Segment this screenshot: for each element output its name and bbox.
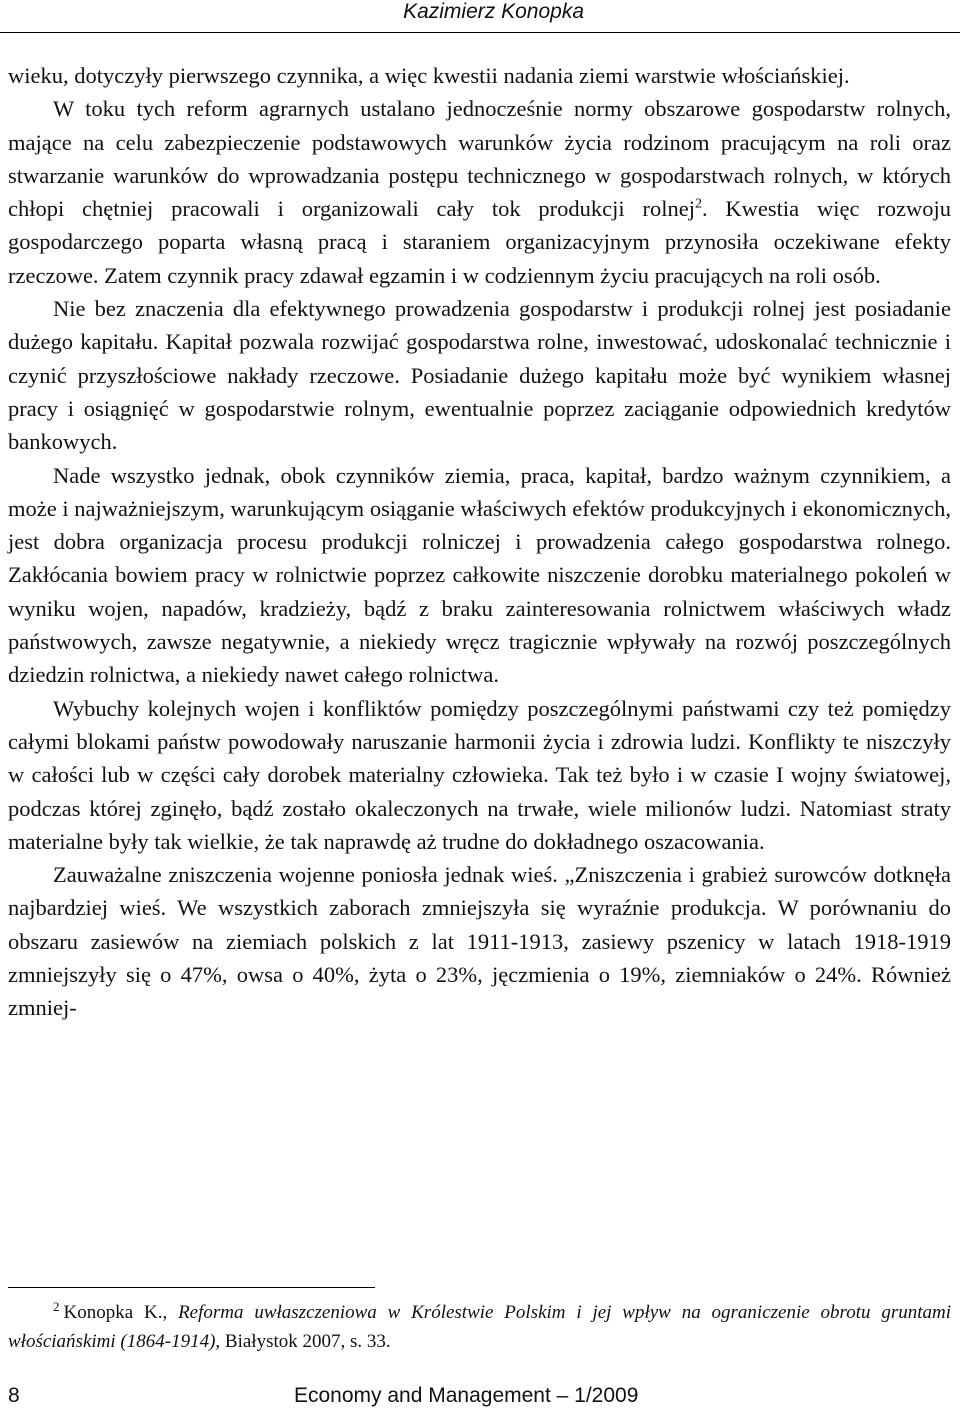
header-author: Kazimierz Konopka <box>403 0 584 23</box>
journal-title: Economy and Management – 1/2009 <box>294 1384 639 1407</box>
page-footer <box>8 1384 951 1414</box>
paragraph: Wybuchy kolejnych wojen i konfliktów pomiędzy poszczególnymi państwami czy też pomiędzy całymi blokami państw powodowały naruszanie harmonii życia i zdrowia ludzi. Konflikty te niszczyły w całości lub w części cały dorobek materialny człowieka. Tak też było i w czasie I wojny światowej, podczas której zginęło, bądź zostało okaleczonych na trwałe, wiele milionów ludzi. Natomiast straty materialne były tak wielkie, że tak naprawdę aż trudne do dokładnego oszacowania. <box>8 695 951 854</box>
body-text <box>8 59 951 1025</box>
paragraph: Zauważalne zniszczenia wojenne poniosła jednak wieś. „Zniszczenia i grabież surowców dotknęła najbardziej wieś. We wszystkich zaborach zmniejszyła się wyraźnie produkcja. W porównaniu do obszaru zasiewów na ziemiach polskich z lat 1911-1913, zasiewy pszenicy w latach 1918-1919 zmniejszyły się o 47%, owsa o 40%, żyta o 23%, jęczmienia o 19%, ziemniaków o 24%. Również zmniej- <box>8 862 951 1021</box>
paragraph: Nie bez znaczenia dla efektywnego prowadzenia gospodarstw i produkcji rolnej jest posiadanie dużego kapitału. Kapitał pozwala rozwijać gospodarstwa rolne, inwestować, udoskonalać technicznie i czynić przyszłościowe nakłady rzeczowe. Posiadanie dużego kapitału może być wynikiem własnej pracy i osiągnięć w gospodarstwie rolnym, ewentualnie poprzez zaciąganie odpowiednich kredytów bankowych. <box>8 296 951 455</box>
footnote-author: Konopka K., <box>63 1302 168 1323</box>
running-header <box>0 0 960 33</box>
footnote-separator <box>8 1287 375 1288</box>
paragraph: wieku, dotyczyły pierwszego czynnika, a więc kwestii nadania ziemi warstwie włościańskiej. <box>8 63 850 88</box>
paragraph-text: W toku tych reform agrarnych ustalano jednocześnie normy obszarowe gospodarstw rolnych, mające na celu zabezpieczenie podstawowych warunków życia rodzinom pracującym na roli oraz stwarzanie warunków do wprowadzania postępu technicznego w gospodarstwach rolnych, w których chłopi chętniej pracowali i organizowali cały tok produkcji rolnej <box>8 96 951 222</box>
paragraph: Nade wszystko jednak, obok czynników ziemia, praca, kapitał, bardzo ważnym czynnikiem, a może i najważniejszym, warunkującym osiąganie właściwych efektów produkcyjnych i ekonomicznych, jest dobra organizacja procesu produkcji rolniczej i prowadzenia całego gospodarstwa rolnego. Zakłócania bowiem pracy w rolnictwie poprzez całkowite niszczenie dorobku materialnego pokoleń w wyniku wojen, napadów, kradzieży, bądź z braku zainteresowania rolnictwem właściwych władz państwowych, zawsze negatywnie, a niekiedy wręcz tragicznie wpływały na rozwój poszczególnych dziedzin rolnictwa, a niekiedy nawet całego rolnictwa. <box>8 462 951 688</box>
footnote-number: 2 <box>53 1298 60 1314</box>
paragraph-text: . Kwestia więc rozwoju gospodarczego poparta własną pracą i staraniem organizacyjnym przynosiła oczekiwane efekty rzeczowe. Zatem czynnik pracy zdawał egzamin i w codziennym życiu pracujących na roli osób. <box>8 196 951 288</box>
footnote-reference[interactable]: 2 <box>694 196 702 212</box>
page-number: 8 <box>8 1384 20 1407</box>
paragraph <box>8 92 951 292</box>
footnote-publication: , Białystok 2007, s. 33. <box>215 1331 391 1352</box>
footnote <box>8 1298 951 1356</box>
footnote-title: Reforma uwłaszczeniowa w Królestwie Polskim i jej wpływ na ograniczenie obrotu gruntami włościańskimi (1864-1914) <box>8 1302 951 1352</box>
